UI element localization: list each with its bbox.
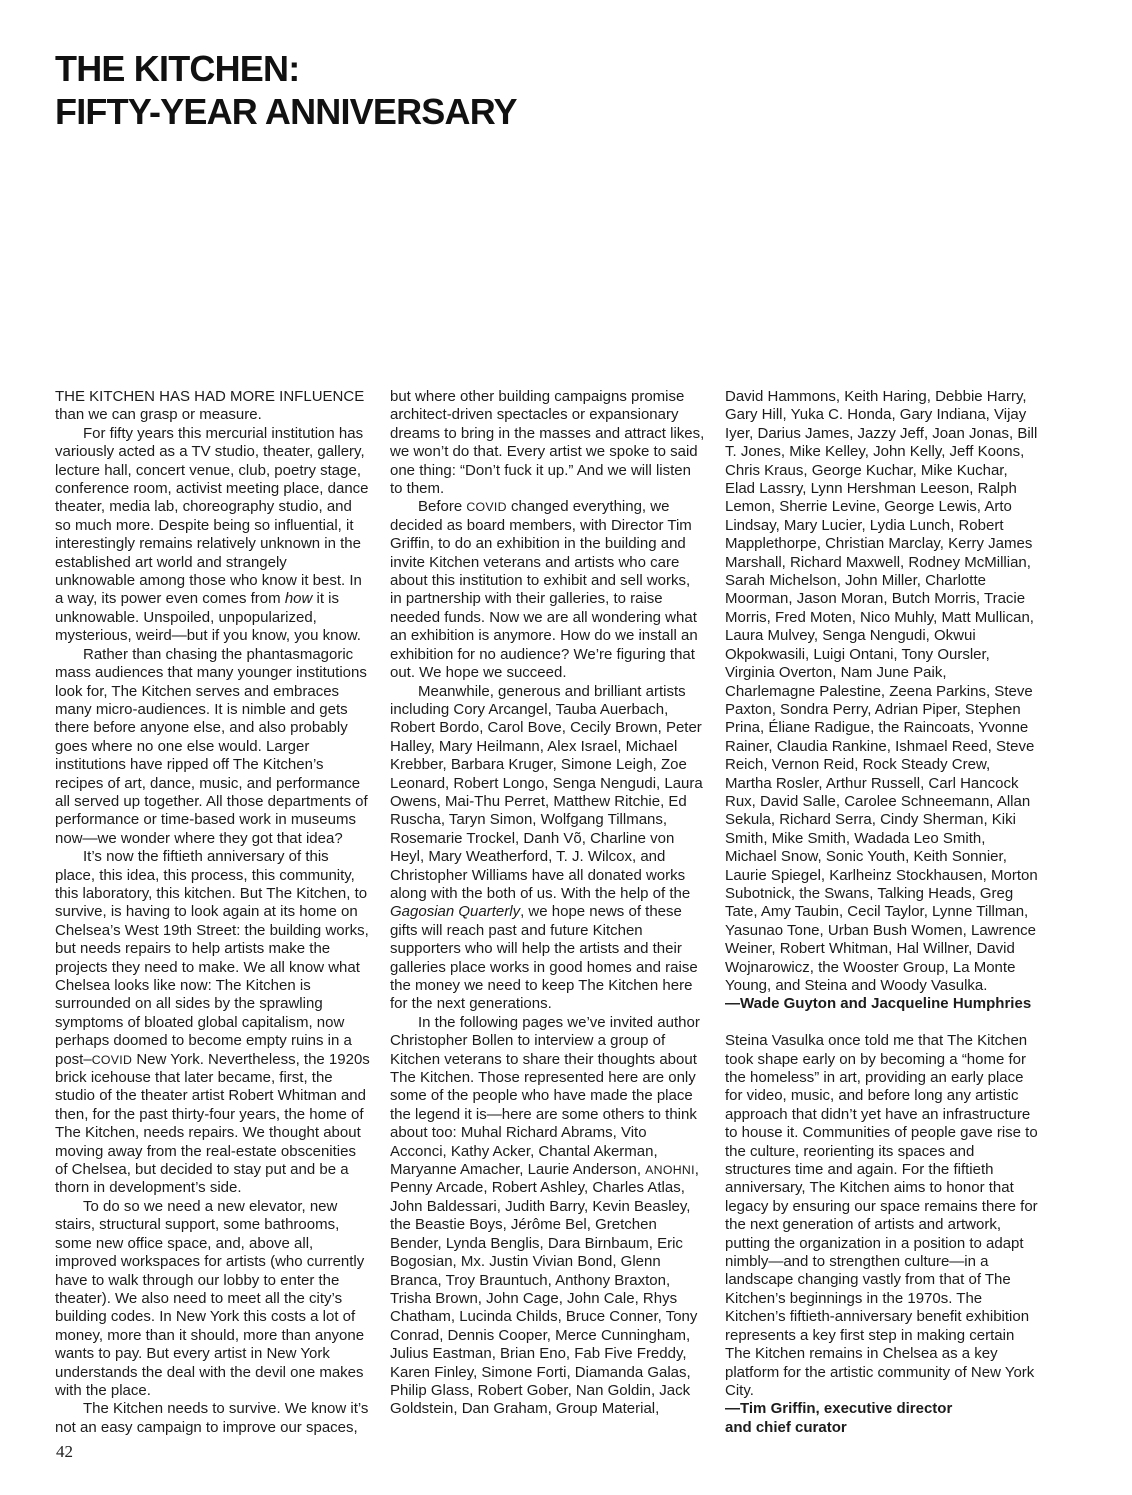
paragraph: Rather than chasing the phantasmagoric mass audiences that many younger institutions look for, The Kitchen serves and embraces many micro-audiences. It is nimble and gets there before anyone else, and also probably goes where no one else would. Larger institutions have ripped off The Kitchen’s recipes of art, dance, music, and performance all served up together. All those departments of performance or time-based work in museums now—we wonder where they got that idea? xyxy=(55,645,368,847)
paragraph: David Hammons, Keith Haring, Debbie Harry, Gary Hill, Yuka C. Honda, Gary Indiana, Vijay Iyer, Darius James, Jazzy Jeff, Joan Jonas, Bill T. Jones, Mike Kelley, John Kelly, Jeff Koons, Chris Kraus, George Kuchar, Mike Kuchar, Elad Lassry, Lynn Hershman Leeson, Ralph Lemon, Sherrie Levine, George Lewis, Arto Lindsay, Mary Lucier, Lydia Lunch, Robert Mapplethorpe, Christian Marclay, Kerry James Marshall, Richard Maxwell, Rodney McMillian, Sarah Michelson, John Miller, Charlotte Moorman, Jason Moran, Butch Morris, Tracie Morris, Fred Moten, Nico Muhly, Matt Mullican, Laura Mulvey, Senga Nengudi, Okwui Okpokwasili, Luigi Ontani, Tony Oursler, Virginia Overton, Nam June Paik, Charlemagne Palestine, Zeena Parkins, Steve Paxton, Sondra Perry, Adrian Piper, Stephen Prina, Éliane Radigue, the Raincoats, Yvonne Rainer, Claudia Rankine, Ishmael Reed, Steve Reich, Vernon Reid, Rock Steady Crew, Martha Rosler, Arthur Russell, Carl Hancock Rux, David Salle, Carolee Schneemann, Allan Sekula, Richard Serra, Cindy Sherman, Kiki Smith, Mike Smith, Wadada Leo Smith, Michael Snow, Sonic Youth, Keith Sonnier, Laurie Spiegel, Karlheinz Stockhausen, Morton Subotnick, the Swans, Talking Heads, Greg Tate, Amy Taubin, Cecil Taylor, Lynne Tillman, Yasunao Tone, Urban Bush Women, Lawrence Weiner, Robert Whitman, Hal Willner, David Wojnarowicz, the Wooster Group, La Monte Young, and Steina and Woody Vasulka. xyxy=(725,388,1038,994)
paragraph: Meanwhile, generous and brilliant artists including Cory Arcangel, Tauba Auerbach, Robert Bordo, Carol Bove, Cecily Brown, Peter Halley, Mary Heilmann, Alex Israel, Michael Krebber, Barbara Kruger, Simone Leigh, Zoe Leonard, Robert Longo, Senga Nengudi, Laura Owens, Mai-Thu Perret, Matthew Ritchie, Ed Ruscha, Taryn Simon, Wolfgang Tillmans, Rosemarie Trockel, Danh Võ, Charline von Heyl, Mary Weatherford, T. J. Wilcox, and Christopher Williams have all donated works along with the both of us. With the help of the Gagosian Quarterly, we hope news of these gifts will reach past and future Kitchen supporters who will help the artists and their galleries place works in good homes and raise the money we need to keep The Kitchen here for the next generations. xyxy=(390,682,703,1013)
paragraph: To do so we need a new elevator, new stairs, structural support, some bathrooms, some new office space, and, above all, improved workspaces for artists (who currently have to walk through our lobby to enter the theater). We also need to meet all the city’s building codes. In New York this costs a lot of money, more than it should, more than anyone wants to pay. But every artist in New York understands the deal with the devil one makes with the place. xyxy=(55,1197,365,1399)
paragraph: For fifty years this mercurial institution has variously acted as a TV studio, theater, gallery, lecture hall, concert venue, club, poetry stage, conference room, activist meeting place, dance theater, media lab, choreography studio, and so much more. Despite being so influential, it interestingly remains relatively unknown in the established art world and strangely unknowable among those who know it best. In a way, its power even comes from how it is unknowable. Unspoiled, unpopularized, mysterious, weird—but if you know, you know. xyxy=(55,424,369,645)
paragraph: Steina Vasulka once told me that The Kitchen took shape early on by becoming a “home for the homeless” in art, providing an early place for video, music, and before long any artistic approach that didn’t yet have an infrastructure to house it. Communities of people gave rise to the culture, reorienting its spaces and structures time and again. For the fiftieth anniversary, The Kitchen aims to honor that legacy by ensuring our space remains there for the next generation of artists and artwork, putting the organization in a position to adapt nimbly—and to strengthen culture—in a landscape changing vastly from that of The Kitchen’s beginnings in the 1970s. The Kitchen’s fiftieth-anniversary benefit exhibition represents a key first step in making certain The Kitchen remains in Chelsea as a key platform for the artistic community of New York City. xyxy=(725,1032,1038,1399)
page-title xyxy=(55,47,517,133)
paragraph: Before COVID changed everything, we decided as board members, with Director Tim Griffin, to do an exhibition in the building and invite Kitchen veterans and artists who care about this institution to exhibit and sell works, in partnership with their galleries, to raise needed funds. Now we are all wondering what an exhibition is anymore. How do we install an exhibition for no audience? We’re figuring that out. We hope we succeed. xyxy=(390,498,698,682)
paragraph: THE KITCHEN HAS HAD MORE INFLUENCE than we can grasp or measure. xyxy=(55,388,365,424)
page-title-line-1: THE KITCHEN: xyxy=(55,48,300,89)
page-number: 42 xyxy=(56,1442,73,1461)
paragraph: In the following pages we’ve invited author Christopher Bollen to interview a group of Kitchen veterans to share their thoughts about The Kitchen. Those represented here are only some of the people who have made the place the legend it is—here are some others to think about too: Muhal Richard Abrams, Vito Acconci, Kathy Acker, Chantal Akerman, Maryanne Amacher, Laurie Anderson, ANOHNI, Penny Arcade, Robert Ashley, Charles Atlas, John Baldessari, Judith Barry, Kevin Beasley, the Beastie Boys, Jérôme Bel, Gretchen Bender, Lynda Benglis, Dara Birnbaum, Eric Bogosian, Mx. Justin Vivian Bond, Glenn Branca, Troy Brauntuch, Anthony Braxton, Trisha Brown, John Cage, John Cale, Rhys Chatham, Lucinda Childs, Bruce Conner, Tony Conrad, Dennis Cooper, Merce Cunningham, Julius Eastman, Brian Eno, Fab Five Freddy, Karen Finley, Simone Forti, Diamanda Galas, Philip Glass, Robert Gober, Nan Goldin, Jack Goldstein, Dan Graham, Group Material, xyxy=(390,1013,700,1418)
byline-tim-griffin-line2: and chief curator xyxy=(725,1418,847,1436)
byline-wade-guyton-jacqueline-humphries: —Wade Guyton and Jacqueline Humphries xyxy=(725,995,1032,1013)
text-column-2 xyxy=(390,388,705,1419)
paragraph: but where other building campaigns promise architect-driven spectacles or expansionary dreams to bring in the masses and attract likes, we won’t do that. Every artist we spoke to said one thing: “Don’t fuck it up.” And we will listen to them. xyxy=(390,388,705,498)
text-column-1 xyxy=(55,388,370,1437)
byline-tim-griffin: —Tim Griffin, executive director xyxy=(725,1400,953,1418)
text-column-3 xyxy=(725,388,1040,1437)
page-title-line-2: FIFTY-YEAR ANNIVERSARY xyxy=(55,91,517,132)
paragraph: The Kitchen needs to survive. We know it’s not an easy campaign to improve our spaces, xyxy=(55,1400,369,1436)
paragraph: It’s now the fiftieth anniversary of this place, this idea, this process, this community, this laboratory, this kitchen. But The Kitchen, to survive, is having to look again at its home on Chelsea’s West 19th Street: the building works, but needs repairs to help artists make the projects they need to make. We all know what Chelsea looks like now: The Kitchen is surrounded on all sides by the sprawling symptoms of bloated global capitalism, now perhaps doomed to become empty ruins in a post–COVID New York. Nevertheless, the 1920s brick icehouse that later became, first, the studio of the theater artist Robert Whitman and then, for the past thirty-four years, the home of The Kitchen, needs repairs. We thought about moving away from the real-estate obscenities of Chelsea, but decided to stay put and be a thorn in development’s side. xyxy=(55,848,370,1197)
